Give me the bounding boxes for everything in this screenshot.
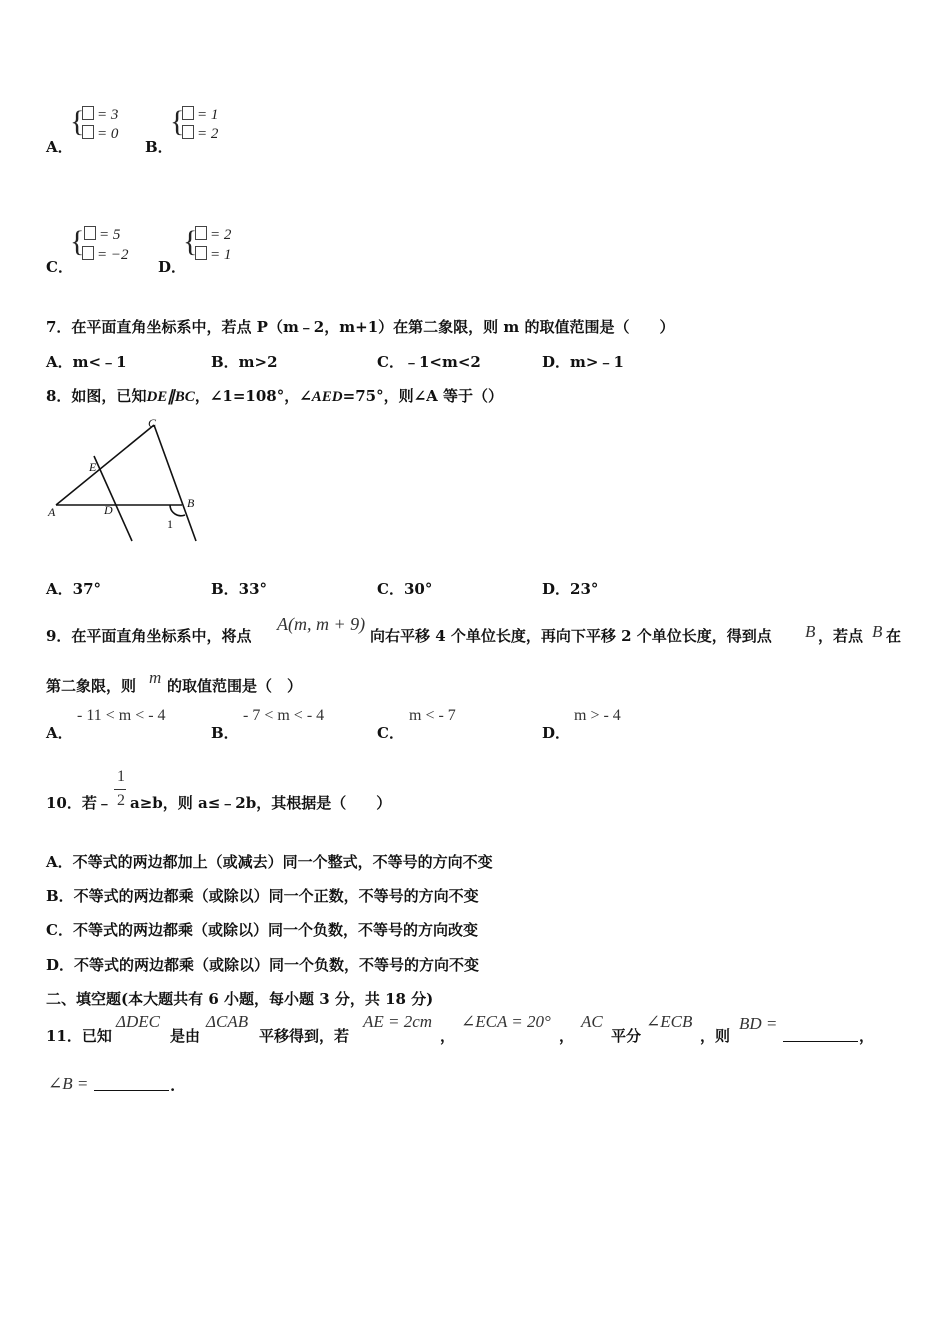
q9-line2-suffix: 的取值范围是（ ） bbox=[167, 677, 303, 695]
q11-prefix: 11．已知 bbox=[46, 1027, 112, 1045]
equation-line: = 2 bbox=[195, 226, 231, 244]
q9-line2-prefix: 第二象限，则 bbox=[46, 677, 137, 695]
label-c: C bbox=[148, 416, 157, 430]
q11-word: 平移得到，若 bbox=[259, 1027, 350, 1045]
placeholder-box-icon bbox=[182, 106, 194, 120]
q11-comma: ， bbox=[559, 1027, 575, 1045]
q11-condition-eca: ∠ECA = 20° bbox=[461, 1012, 551, 1031]
q9-point-a: A(m, m + 9) bbox=[277, 614, 366, 634]
q8-figure bbox=[44, 414, 214, 546]
q7-option-b: B．m>2 bbox=[211, 353, 278, 371]
placeholder-box-icon bbox=[82, 106, 94, 120]
option-letter: D． bbox=[158, 258, 187, 276]
label-b: B bbox=[187, 496, 195, 510]
q9-stem-prefix: 9．在平面直角坐标系中，将点 bbox=[46, 627, 252, 645]
option-expression: m > - 4 bbox=[574, 707, 621, 724]
q8-stem: 8．如图，已知DE∥BC，∠1=108°，∠AED=75°，则∠A 等于（） bbox=[46, 387, 503, 405]
segment-ac bbox=[56, 425, 154, 505]
answer-blank-angle-b[interactable] bbox=[94, 1076, 169, 1091]
q11-triangle-cab: ΔCAB bbox=[206, 1012, 249, 1031]
option-letter: C． bbox=[46, 258, 73, 276]
option-expression: - 7 < m < - 4 bbox=[243, 707, 325, 724]
q7-option-a: A．m<﹣1 bbox=[46, 353, 127, 371]
q10-option-d: D．不等式的两边都乘（或除以）同一个负数，不等号的方向不变 bbox=[46, 956, 480, 974]
q10-option-a: A．不等式的两边都加上（或减去）同一个整式，不等号的方向不变 bbox=[46, 853, 493, 871]
brace-icon: { bbox=[70, 105, 85, 138]
q7-stem: 7．在平面直角坐标系中，若点 P（m﹣2，m+1）在第二象限，则 m 的取值范围是（ ） bbox=[46, 318, 675, 336]
section-heading: 二、填空题(本大题共有 6 小题，每小题 3 分，共 18 分) bbox=[46, 990, 434, 1008]
q10-option-c: C．不等式的两边都乘（或除以）同一个负数，不等号的方向改变 bbox=[46, 921, 478, 939]
option-letter: B． bbox=[211, 724, 239, 742]
q9-stem-mid: 向右平移 4 个单位长度，再向下平移 2 个单位长度，得到点 bbox=[370, 627, 772, 645]
q7-option-d: D．m>﹣1 bbox=[542, 353, 624, 371]
fraction-numerator: 1 bbox=[117, 768, 125, 785]
q8-option-b: B．33° bbox=[211, 580, 268, 598]
q10-option-b: B．不等式的两边都乘（或除以）同一个正数，不等号的方向不变 bbox=[46, 887, 479, 905]
placeholder-box-icon bbox=[182, 125, 194, 139]
option-expression: - 11 < m < - 4 bbox=[77, 707, 166, 724]
q9-point-b: B bbox=[805, 622, 816, 641]
label-a: A bbox=[48, 505, 56, 519]
q10-suffix: a≥b，则 a≤﹣2b，其根据是（ ） bbox=[130, 794, 392, 812]
equation-line: = 3 bbox=[82, 106, 118, 124]
placeholder-box-icon bbox=[82, 246, 94, 260]
q11-word: 是由 bbox=[170, 1027, 201, 1045]
q9-point-b2: B bbox=[872, 622, 883, 641]
q11-condition-ae: AE = 2cm bbox=[363, 1012, 433, 1031]
option-letter: C． bbox=[377, 724, 404, 742]
brace-icon: { bbox=[170, 105, 185, 138]
equation-line: = 2 bbox=[182, 125, 218, 143]
q11-ac: AC bbox=[581, 1012, 603, 1031]
placeholder-box-icon bbox=[195, 226, 207, 240]
brace-icon: { bbox=[183, 225, 198, 258]
q9-stem-mid2: ，若点 bbox=[818, 627, 864, 645]
placeholder-box-icon bbox=[84, 226, 96, 240]
q11-period: . bbox=[170, 1077, 176, 1095]
option-letter: B． bbox=[145, 138, 173, 156]
q11-word: 平分 bbox=[611, 1027, 642, 1045]
answer-blank-bd[interactable] bbox=[783, 1026, 858, 1042]
q7-option-c: C．﹣1<m<2 bbox=[377, 353, 481, 371]
q11-bd: BD = bbox=[739, 1014, 778, 1033]
equation-line: = 5 bbox=[84, 226, 120, 244]
q11-word: ，则 bbox=[700, 1027, 731, 1045]
q11-comma: ， bbox=[440, 1027, 456, 1045]
q10-prefix: 10．若﹣ bbox=[46, 794, 112, 812]
equation-line: = 0 bbox=[82, 125, 118, 143]
q9-var-m: m bbox=[149, 668, 162, 687]
q8-option-c: C．30° bbox=[377, 580, 433, 598]
brace-icon: { bbox=[70, 225, 85, 258]
fraction-denominator: 2 bbox=[117, 792, 125, 809]
placeholder-box-icon bbox=[82, 125, 94, 139]
q9-stem-end: 在 bbox=[886, 627, 902, 645]
line-de-extended bbox=[94, 456, 132, 541]
option-letter: A． bbox=[46, 724, 73, 742]
option-expression: m < - 7 bbox=[409, 707, 456, 724]
equation-line: = 1 bbox=[195, 246, 231, 264]
q11-angle-b: ∠B = bbox=[48, 1074, 89, 1093]
placeholder-box-icon bbox=[195, 246, 207, 260]
label-e: E bbox=[89, 460, 97, 474]
label-angle-1: 1 bbox=[167, 517, 173, 531]
q8-option-a: A．37° bbox=[46, 580, 102, 598]
q11-triangle-dec: ΔDEC bbox=[116, 1012, 160, 1031]
equation-line: = −2 bbox=[82, 246, 129, 264]
segment-cb-extended bbox=[154, 425, 196, 541]
q11-comma: ， bbox=[859, 1027, 875, 1045]
equation-line: = 1 bbox=[182, 106, 218, 124]
option-letter: A． bbox=[46, 138, 73, 156]
option-letter: D． bbox=[542, 724, 571, 742]
fraction-bar bbox=[114, 789, 126, 790]
q8-option-d: D．23° bbox=[542, 580, 599, 598]
label-d: D bbox=[104, 503, 113, 517]
q11-angle-ecb: ∠ECB bbox=[646, 1012, 693, 1031]
